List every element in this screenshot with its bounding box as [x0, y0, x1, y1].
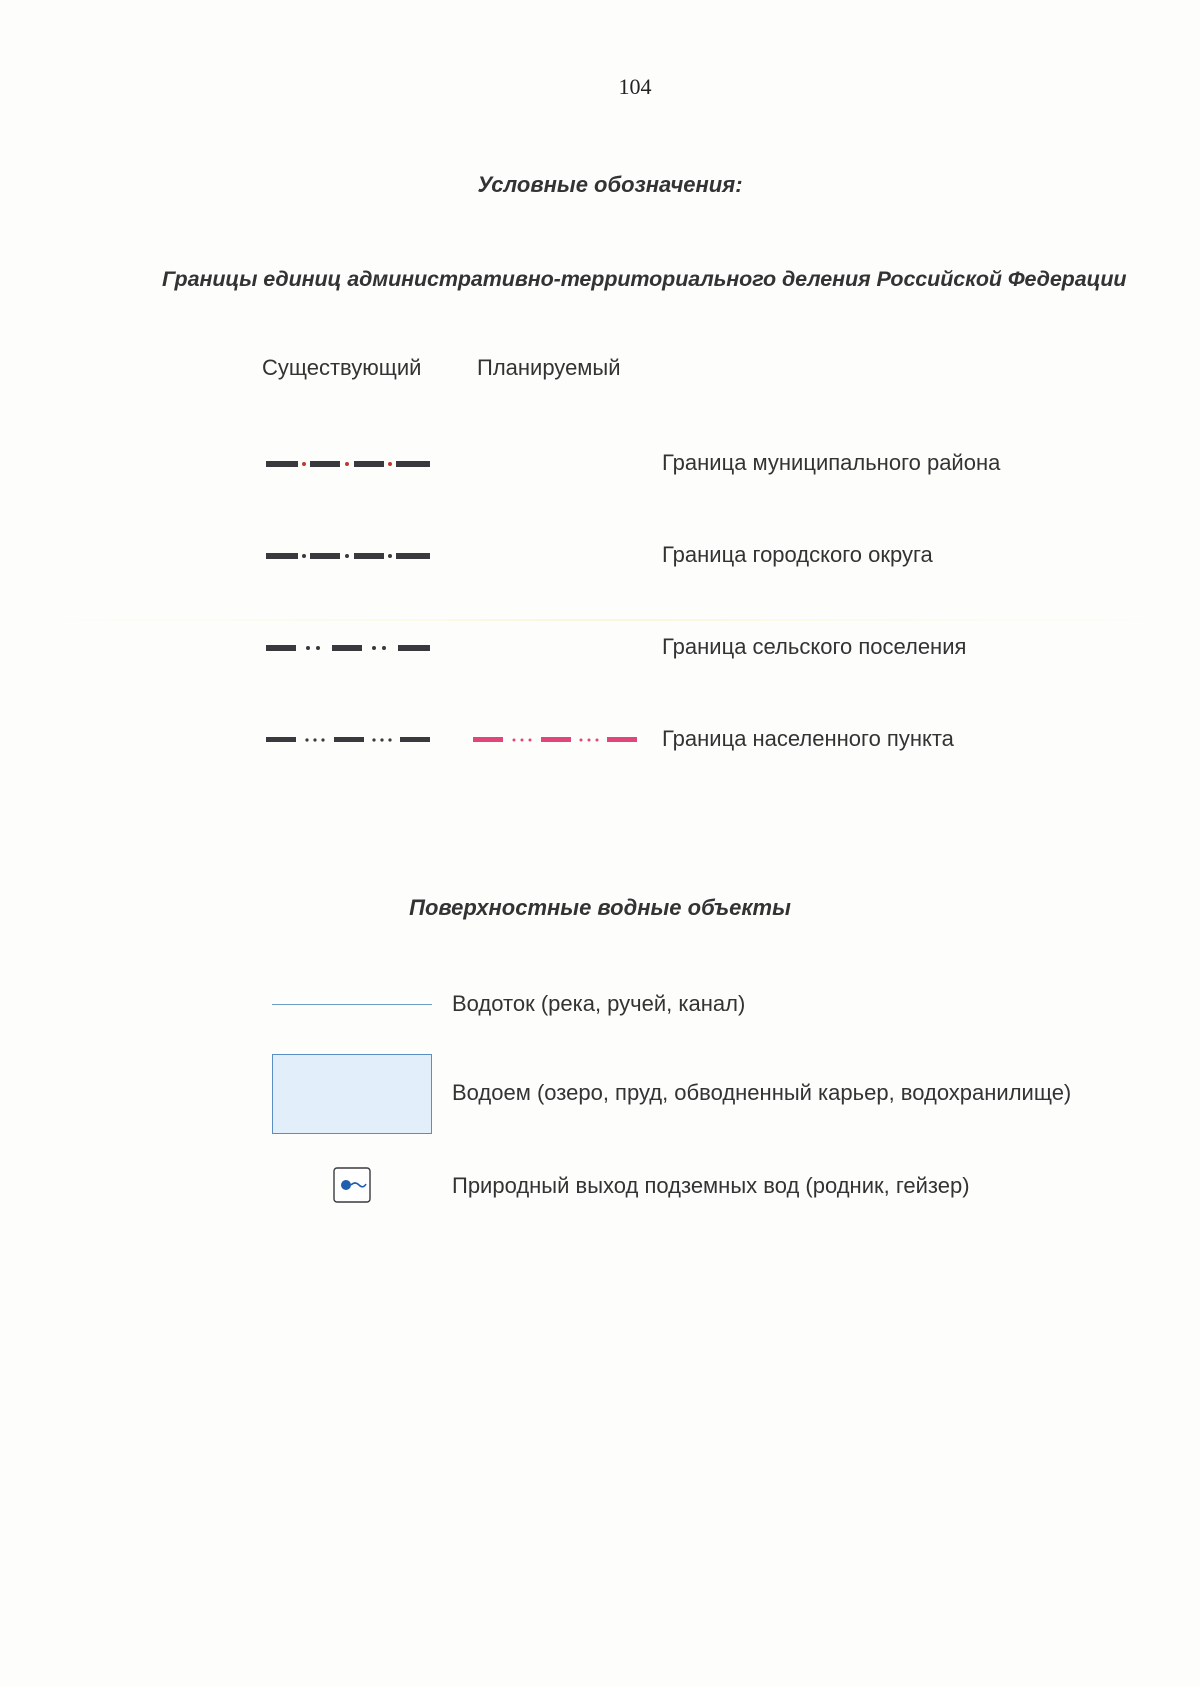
water-section-title: Поверхностные водные объекты	[409, 895, 791, 920]
city-district-existing-line-symbol	[266, 546, 430, 566]
rural-settlement-existing-line-symbol	[266, 638, 430, 658]
rural-settlement-label: Граница сельского поселения	[662, 634, 967, 659]
legend-row-settlement	[0, 720, 1200, 760]
column-header-planned: Планируемый	[477, 355, 621, 380]
page-number: 104	[618, 74, 652, 99]
boundaries-section-title: Границы единиц административно-территориального деления Российской Федерации	[162, 267, 1127, 291]
watercourse-line-symbol	[272, 1004, 432, 1005]
settlement-label: Граница населенного пункта	[662, 726, 954, 751]
spring-label: Природный выход подземных вод (родник, гейзер)	[452, 1173, 970, 1198]
city-district-label: Граница городского округа	[662, 542, 933, 567]
legend-row-spring	[0, 1167, 1200, 1207]
legend-row-rural-settlement	[0, 628, 1200, 668]
legend-title: Условные обозначения:	[477, 172, 743, 197]
legend-row-city-district	[0, 536, 1200, 576]
reservoir-area-symbol	[272, 1054, 432, 1134]
legend-row-watercourse	[0, 985, 1200, 1025]
column-header-existing: Существующий	[262, 355, 422, 380]
spring-icon	[333, 1167, 371, 1203]
municipal-district-label: Граница муниципального района	[662, 450, 1001, 475]
legend-row-municipal-district	[0, 444, 1200, 484]
scan-artifact	[20, 619, 1190, 621]
watercourse-label: Водоток (река, ручей, канал)	[452, 991, 746, 1016]
settlement-existing-line-symbol	[266, 730, 430, 750]
legend-row-reservoir	[0, 1054, 1200, 1136]
municipal-district-existing-line-symbol	[266, 454, 430, 474]
settlement-planned-line-symbol	[473, 730, 637, 750]
reservoir-label: Водоем (озеро, пруд, обводненный карьер, водохранилище)	[452, 1080, 1072, 1105]
